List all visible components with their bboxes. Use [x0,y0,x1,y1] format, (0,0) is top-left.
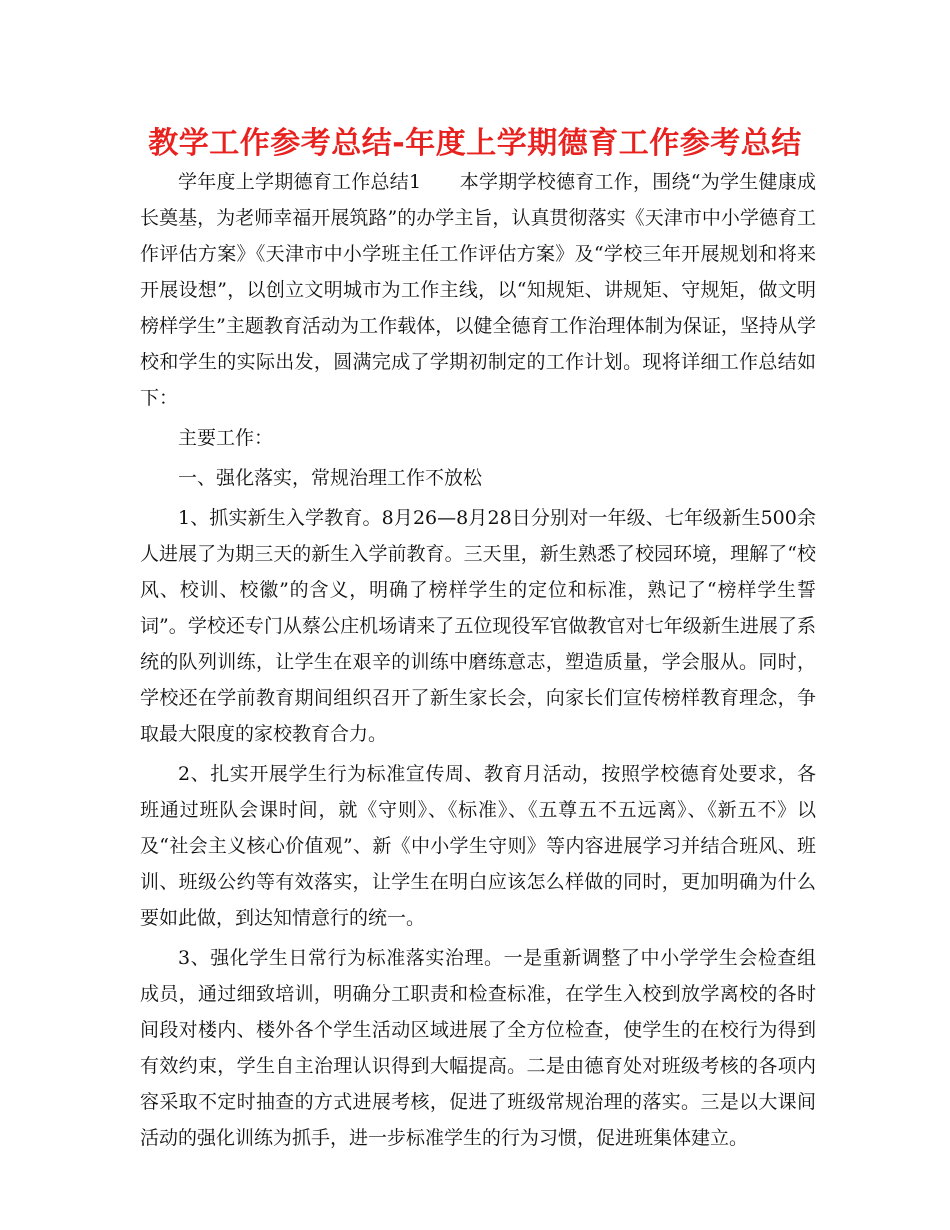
paragraph-item-2: 2、扎实开展学生行为标准宣传周、教育月活动，按照学校德育处要求，各班通过班队会课时间，就《守则》、《标准》、《五尊五不五远离》、《新五不》以及“社会主义核心价值观”、新《中小学生守则》等内容进展学习并结合班风、班训、班级公约等有效落实，让学生在明白应该怎么样做的同时，更加明确为什么要如此做，到达知情意行的统一。 [140,763,816,929]
paragraph-item-1: 1、抓实新生入学教育。8月26—8月28日分别对一年级、七年级新生500余人进展了为期三天的新生入学前教育。三天里，新生熟悉了校园环境，理解了“校风、校训、校徽”的含义，明确了榜样学生的定位和标准，熟记了“榜样学生誓词”。学校还专门从蔡公庄机场请来了五位现役军官做教官对七年级新生进展了系统的队列训练，让学生在艰辛的训练中磨练意志，塑造质量，学会服从。同时，学校还在学前教育期间组织召开了新生家长会，向家长们宣传榜样教育理念，争取最大限度的家校教育合力。 [140,507,816,745]
paragraph-main-work-heading: 主要工作： [178,427,274,449]
paragraph-intro: 学年度上学期德育工作总结1 本学期学校德育工作，围绕“为学生健康成长奠基，为老师幸福开展筑路”的办学主旨，认真贯彻落实《天津市中小学德育工作评估方案》《天津市中小学班主任工作评估方案》及“学校三年开展规划和将来开展设想”，以创立文明城市为工作主线，以“知规矩、讲规矩、守规矩，做文明榜样学生”主题教育活动为工作载体，以健全德育工作治理体制为保证，坚持从学校和学生的实际出发，圆满完成了学期初制定的工作计划。现将详细工作总结如下： [140,171,816,409]
document-body [140,164,816,1156]
document-title: 教学工作参考总结-年度上学期德育工作参考总结 [148,126,802,161]
paragraph-item-3: 3、强化学生日常行为标准落实治理。一是重新调整了中小学学生会检查组成员，通过细致培训，明确分工职责和检查标准，在学生入校到放学离校的各时间段对楼内、楼外各个学生活动区域进展了全方位检查，使学生的在校行为得到有效约束，学生自主治理认识得到大幅提高。二是由德育处对班级考核的各项内容采取不定时抽查的方式进展考核，促进了班级常规治理的落实。三是以大课间活动的强化训练为抓手，进一步标准学生的行为习惯，促进班集体建立。 [140,947,816,1149]
paragraph-section-heading: 一、强化落实，常规治理工作不放松 [178,467,483,489]
